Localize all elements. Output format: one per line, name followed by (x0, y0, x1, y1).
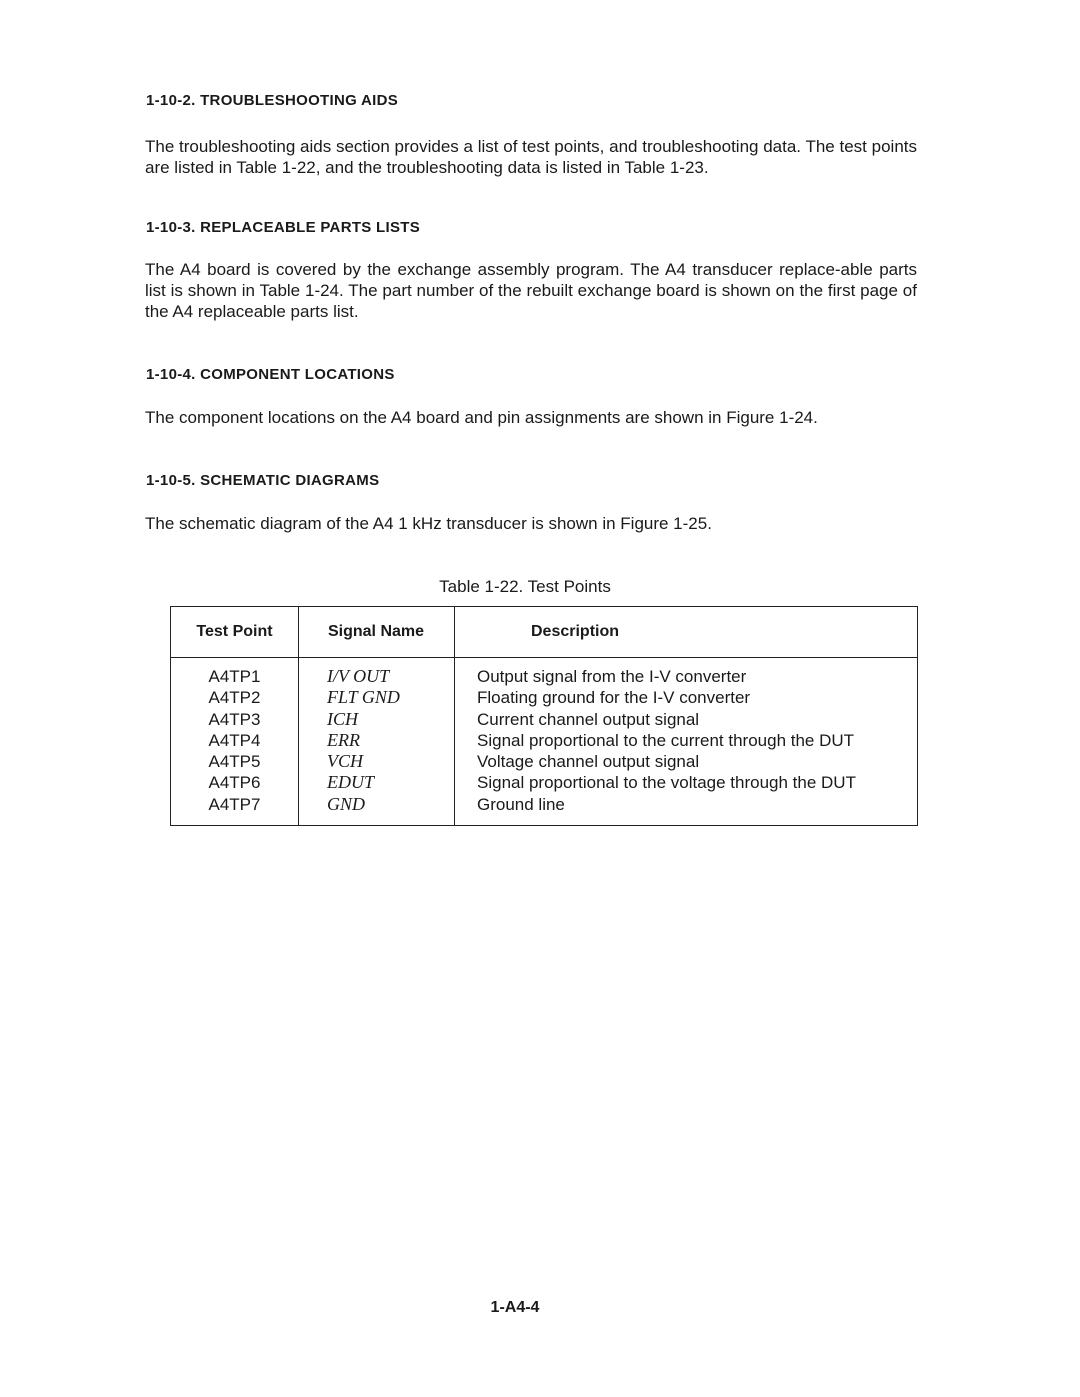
cell-test-point: A4TP6 (208, 773, 261, 793)
table-caption: Table 1-22. Test Points (439, 577, 611, 596)
section-heading-schematic-diagrams: 1-10-5. SCHEMATIC DIAGRAMS (146, 472, 380, 489)
cell-signal-name: VCH (327, 751, 363, 772)
section-heading-replaceable-parts: 1-10-3. REPLACEABLE PARTS LISTS (146, 219, 421, 236)
cell-description: Signal proportional to the voltage through the DUT (477, 773, 856, 793)
cell-description: Output signal from the I-V converter (477, 667, 747, 686)
column-header-test-point: Test Point (171, 607, 299, 658)
section-heading-component-locations: 1-10-4. COMPONENT LOCATIONS (146, 366, 395, 383)
cell-test-point: A4TP5 (208, 752, 261, 772)
cell-test-point: A4TP2 (208, 688, 261, 708)
paragraph-component-locations: The component locations on the A4 board and pin assignments are shown in Figure 1-24. (145, 408, 818, 427)
cell-signal-name: GND (327, 793, 366, 814)
cell-description: Ground line (477, 794, 565, 814)
cell-test-point: A4TP3 (208, 709, 261, 729)
section-heading-troubleshooting-aids: 1-10-2. TROUBLESHOOTING AIDS (146, 92, 399, 109)
test-points-table (170, 606, 918, 826)
test-point-column (171, 658, 299, 826)
cell-description: Floating ground for the I-V converter (477, 688, 751, 708)
page-number: 1-A4-4 (490, 1299, 540, 1316)
column-header-signal-name: Signal Name (299, 607, 455, 658)
table-body (171, 658, 918, 826)
paragraph-troubleshooting-aids: The troubleshooting aids section provides a list of test points, and troubleshooting data. The test points are listed in Table 1-22, and the troubleshooting data is listed in Table 1-23. (145, 137, 917, 177)
cell-description: Current channel output signal (477, 709, 700, 729)
cell-test-point: A4TP1 (208, 667, 261, 686)
cell-signal-name: ICH (327, 708, 358, 729)
cell-signal-name: EDUT (327, 772, 375, 793)
cell-description: Voltage channel output signal (477, 752, 700, 772)
column-header-description: Description (455, 607, 918, 658)
paragraph-schematic-diagrams: The schematic diagram of the A4 1 kHz transducer is shown in Figure 1-25. (145, 514, 712, 533)
cell-signal-name: I/V OUT (327, 666, 390, 686)
signal-name-column (299, 658, 455, 826)
cell-description: Signal proportional to the current through the DUT (477, 730, 855, 750)
cell-test-point: A4TP4 (208, 730, 261, 750)
cell-test-point: A4TP7 (208, 794, 261, 814)
table-header-row (171, 607, 918, 658)
cell-signal-name: FLT GND (327, 687, 400, 708)
cell-signal-name: ERR (327, 729, 360, 750)
paragraph-replaceable-parts: The A4 board is covered by the exchange assembly program. The A4 transducer replace-able parts list is shown in Table 1-24. The part number of the rebuilt exchange board is shown on the first page of the A4 replaceable parts list. (145, 260, 917, 321)
description-column (455, 658, 918, 826)
